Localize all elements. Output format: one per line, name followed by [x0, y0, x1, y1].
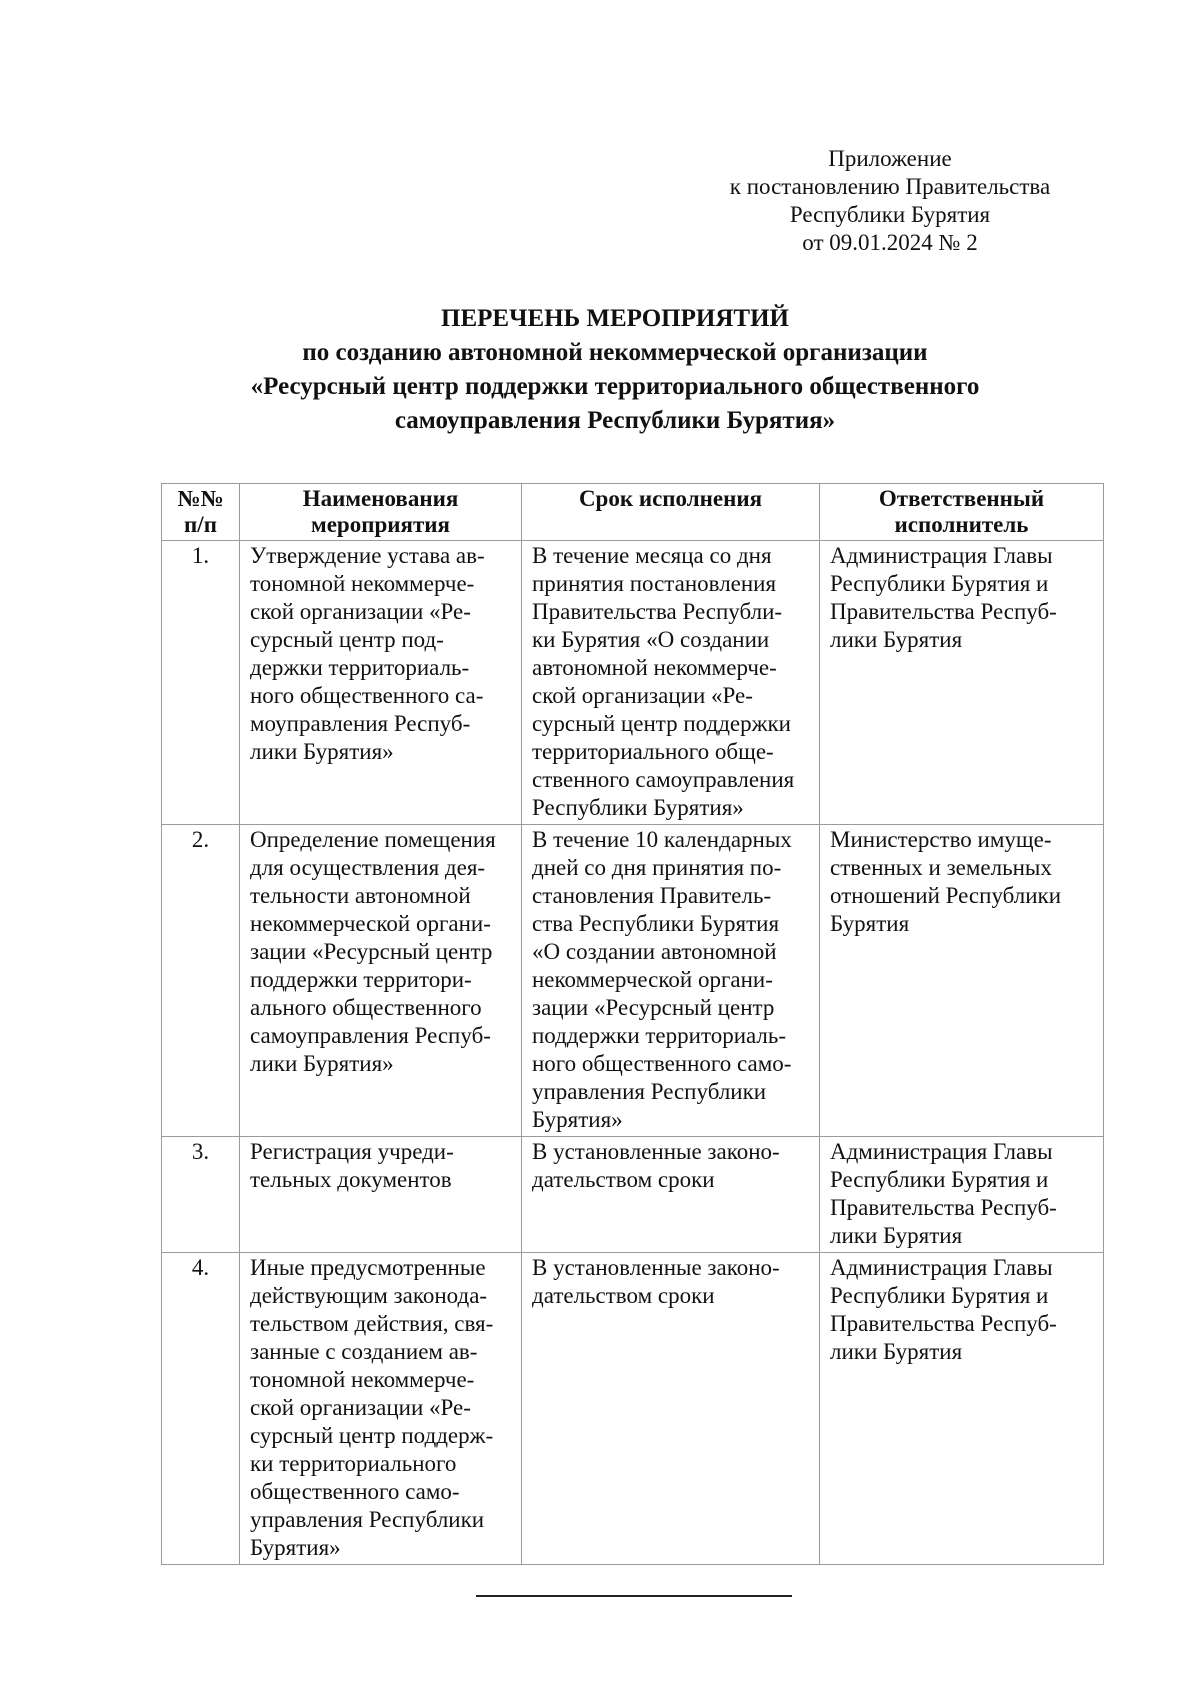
header-measure-name: Наименования мероприятия	[240, 484, 522, 541]
appendix-line-1: Приложение	[828, 146, 952, 171]
measure-name: Иные предусмотренные действующим законода- тельством действия, свя- занные с созданием ав- тономной некоммерче- ской организации «Ре- сурсный центр поддерж- ки территориального общественного само- управления Республики Бурятия»	[240, 1253, 522, 1565]
table-header-row	[162, 484, 1104, 541]
header-deadline: Срок исполнения	[522, 484, 820, 541]
row-number: 4.	[162, 1253, 240, 1565]
appendix-line-2: к постановлению Правительства	[729, 174, 1051, 199]
executor: Администрация Главы Республики Бурятия и Правительства Респуб- лики Бурятия	[820, 1137, 1104, 1253]
measures-table	[161, 483, 1104, 1565]
measure-name: Утверждение устава ав- тономной некоммерче- ской организации «Ре- сурсный центр под- держки территориаль- ного общественного са- моуправления Респуб- лики Бурятия»	[240, 541, 522, 825]
measure-name: Регистрация учреди- тельных документов	[240, 1137, 522, 1253]
table-row	[162, 825, 1104, 1137]
table-row	[162, 1253, 1104, 1565]
appendix-line-3: Республики Бурятия	[789, 202, 991, 227]
executor: Администрация Главы Республики Бурятия и Правительства Респуб- лики Бурятия	[820, 541, 1104, 825]
table-row	[162, 541, 1104, 825]
appendix-note	[700, 145, 1080, 257]
title-line-4: самоуправления Республики Бурятия»	[394, 407, 836, 434]
row-number: 2.	[162, 825, 240, 1137]
title-line-2: по созданию автономной некоммерческой организации	[302, 339, 928, 366]
row-number: 3.	[162, 1137, 240, 1253]
closing-divider	[476, 1595, 792, 1597]
header-number: №№ п/п	[162, 484, 240, 541]
appendix-line-4: от 09.01.2024 № 2	[802, 230, 978, 255]
deadline: В установленные законо- дательством сроки	[522, 1253, 820, 1565]
header-executor: Ответственный исполнитель	[820, 484, 1104, 541]
executor: Министерство имуще- ственных и земельных отношений Республики Бурятия	[820, 825, 1104, 1137]
executor: Администрация Главы Республики Бурятия и Правительства Респуб- лики Бурятия	[820, 1253, 1104, 1565]
deadline: В установленные законо- дательством сроки	[522, 1137, 820, 1253]
title-line-3: «Ресурсный центр поддержки территориального общественного	[250, 373, 980, 400]
title-line-1: ПЕРЕЧЕНЬ МЕРОПРИЯТИЙ	[441, 305, 789, 332]
document-title	[130, 302, 1100, 438]
deadline: В течение 10 календарных дней со дня принятия по- становления Правитель- ства Республики Бурятия «О создании автономной некоммерческой органи- зации «Ресурсный центр поддержки территориаль- ного общественного само- управления Республики Бурятия»	[522, 825, 820, 1137]
row-number: 1.	[162, 541, 240, 825]
measure-name: Определение помещения для осуществления дея- тельности автономной некоммерческой органи- зации «Ресурсный центр поддержки территори- ального общественного самоуправления Респуб- лики Бурятия»	[240, 825, 522, 1137]
table-row	[162, 1137, 1104, 1253]
deadline: В течение месяца со дня принятия постановления Правительства Республи- ки Бурятия «О создании автономной некоммерче- ской организации «Ре- сурсный центр поддержки территориального обще- ственного самоуправления Республики Бурятия»	[522, 541, 820, 825]
